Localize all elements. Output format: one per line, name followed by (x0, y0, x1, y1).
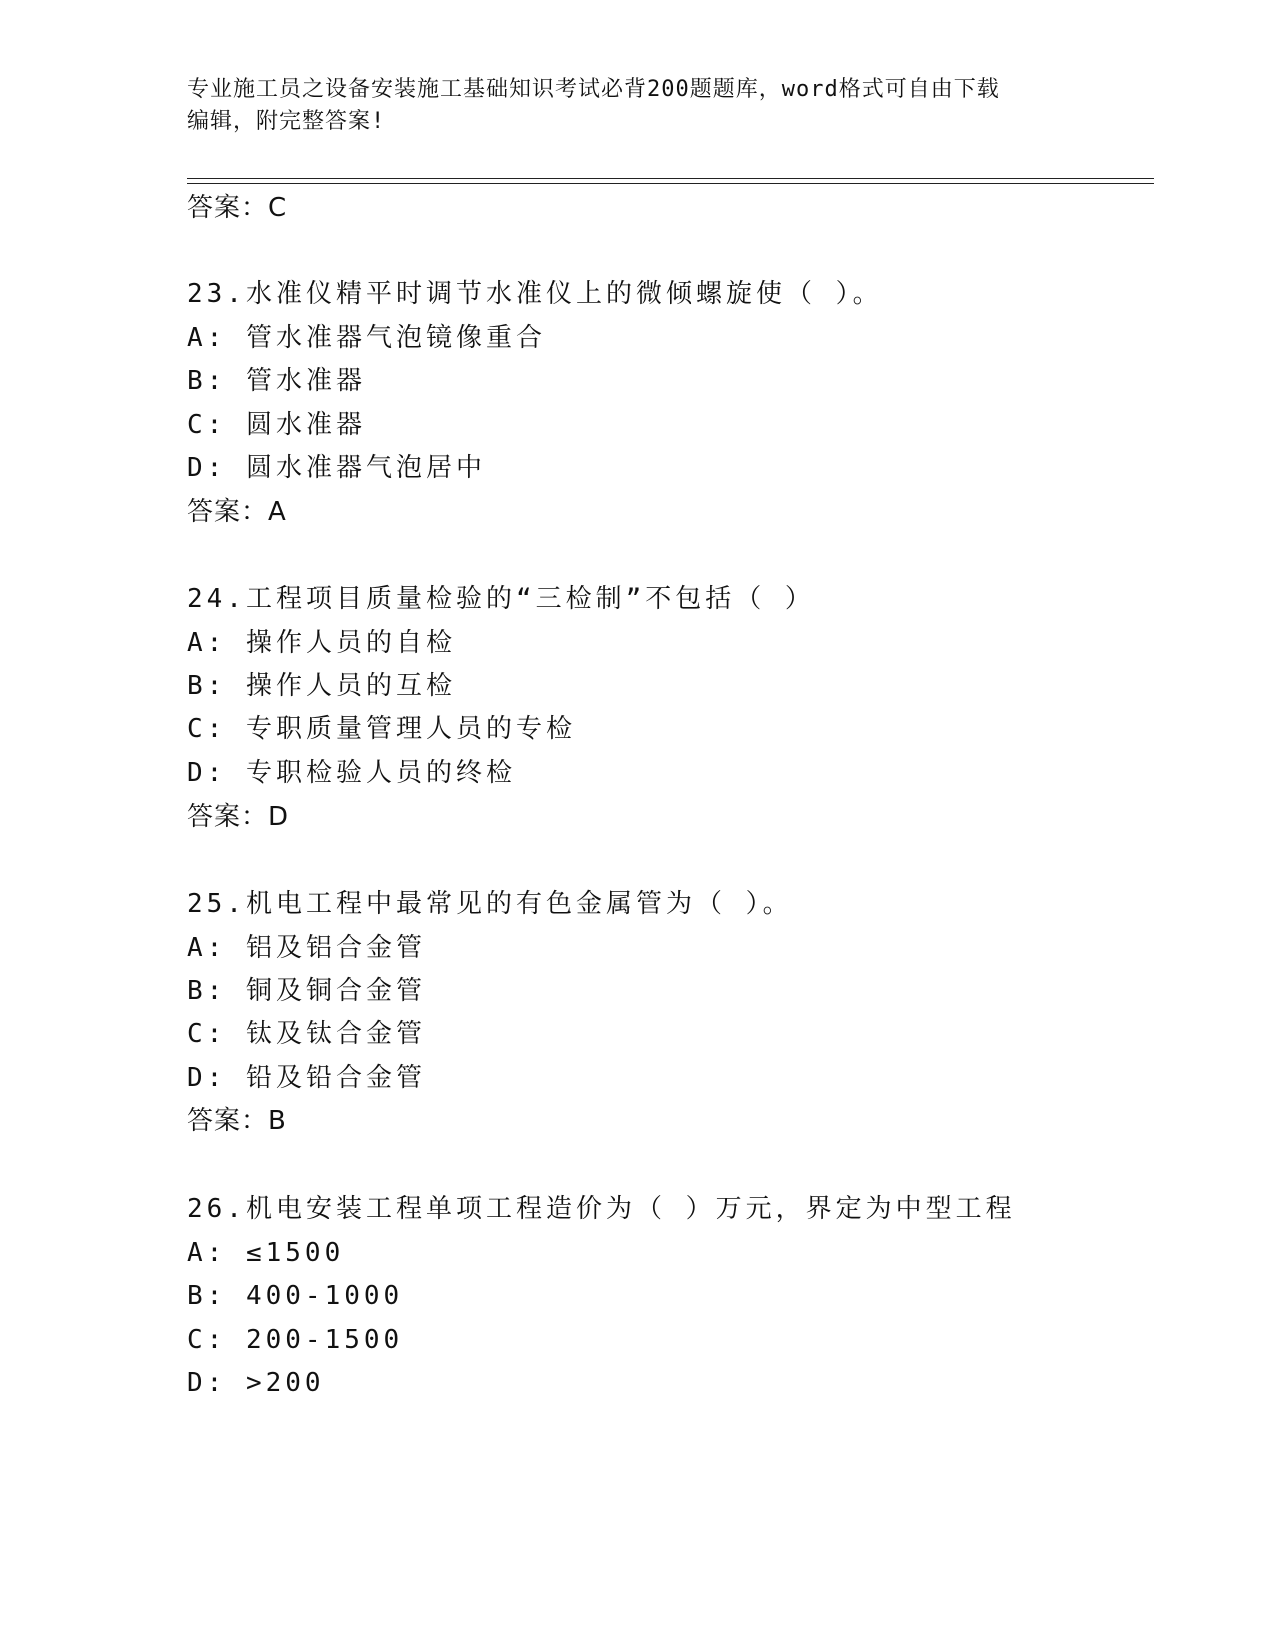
question-26-stem: 26.机电安装工程单项工程造价为（ ）万元，界定为中型工程 (187, 1194, 1016, 1224)
question-25-stem: 25.机电工程中最常见的有色金属管为（ ）。 (187, 889, 793, 919)
question-25-option-b: B: 铜及铜合金管 (187, 976, 426, 1006)
question-23-answer: 答案：A (187, 497, 287, 527)
header-line-1: 专业施工员之设备安装施工基础知识考试必背200题题库，word格式可自由下载 (187, 77, 1000, 102)
question-24-option-a: A: 操作人员的自检 (187, 628, 456, 658)
question-26-option-b: B: 400-1000 (187, 1281, 404, 1311)
document-header (187, 74, 1067, 138)
question-23-option-a: A: 管水准器气泡镜像重合 (187, 323, 546, 353)
question-23-option-b: B: 管水准器 (187, 366, 366, 396)
question-24-answer: 答案：D (187, 802, 290, 832)
question-23-option-c: C: 圆水准器 (187, 410, 366, 440)
question-25-answer: 答案：B (187, 1106, 287, 1136)
question-25-option-c: C: 钛及钛合金管 (187, 1019, 426, 1049)
question-24-option-c: C: 专职质量管理人员的专检 (187, 714, 576, 744)
question-25-option-a: A: 铝及铝合金管 (187, 933, 426, 963)
question-26-option-a: A: ≤1500 (187, 1238, 345, 1268)
question-23-option-d: D: 圆水准器气泡居中 (187, 453, 486, 483)
question-25-option-d: D: 铅及铅合金管 (187, 1063, 426, 1093)
answer-previous: 答案：C (187, 193, 288, 223)
header-line-2: 编辑，附完整答案! (187, 109, 386, 134)
header-divider-bottom (187, 183, 1154, 184)
question-26-option-c: C: 200-1500 (187, 1325, 404, 1355)
question-26-option-d: D: >200 (187, 1368, 325, 1398)
question-23-stem: 23.水准仪精平时调节水准仪上的微倾螺旋使（ ）。 (187, 279, 883, 309)
question-24-option-d: D: 专职检验人员的终检 (187, 758, 516, 788)
question-24-option-b: B: 操作人员的互检 (187, 671, 456, 701)
header-divider-top (187, 178, 1154, 179)
question-24-stem: 24.工程项目质量检验的“三检制”不包括（ ） (187, 584, 815, 614)
